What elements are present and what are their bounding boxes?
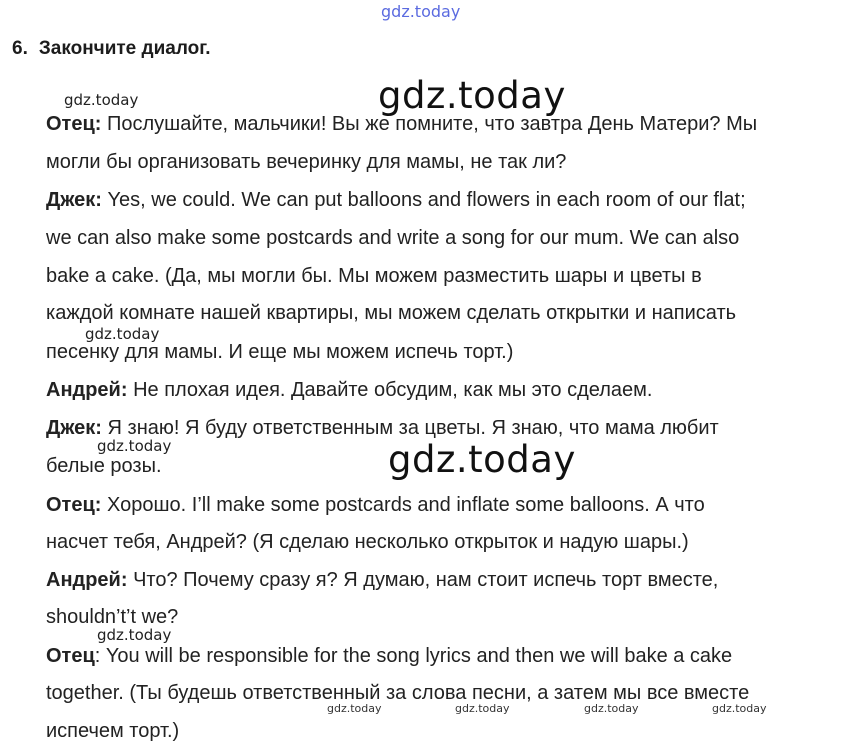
- line-text: together. (Ты будешь ответственный за слова песни, а затем мы все вместе: [46, 682, 750, 704]
- dialog-line: [46, 455, 162, 478]
- dialog-line: [46, 645, 732, 668]
- line-text: bake a cake. (Да, мы могли бы. Мы можем разместить шары и цветы в: [46, 265, 702, 287]
- watermark-small-1: gdz.today: [64, 91, 139, 109]
- dialog-line: [46, 531, 689, 554]
- dialog-line: [46, 494, 705, 517]
- dialog-line: [46, 379, 652, 402]
- speaker-name: Джек:: [46, 417, 102, 439]
- line-text: каждой комнате нашей квартиры, мы можем сделать открытки и написать: [46, 302, 737, 324]
- watermark-small-3: gdz.today: [97, 437, 172, 455]
- exercise-number: 6.: [12, 38, 28, 59]
- line-text: Что? Почему сразу я? Я думаю, нам стоит испечь торт вместе,: [127, 569, 719, 591]
- speaker-name: Андрей:: [46, 569, 128, 591]
- dialog-line: [46, 720, 179, 743]
- dialog-line: [46, 113, 757, 136]
- line-text: могли бы организовать вечеринку для мамы, не так ли?: [46, 151, 567, 173]
- watermark-top: gdz.today: [381, 2, 461, 21]
- line-text: песенку для мамы. И еще мы можем испечь торт.): [46, 341, 514, 363]
- speaker-name: Андрей:: [46, 379, 128, 401]
- line-text: Не плохая идея. Давайте обсудим, как мы это сделаем.: [127, 379, 653, 401]
- watermark-large-2: gdz.today: [388, 438, 576, 481]
- watermark-tiny-1: gdz.today: [327, 702, 382, 715]
- dialog-line: [46, 265, 702, 288]
- exercise-title: Закончите диалог.: [38, 38, 211, 59]
- dialog-line: [46, 341, 513, 364]
- dialog-line: [46, 417, 719, 440]
- exercise-heading: [12, 38, 211, 60]
- dialog-line: [46, 606, 178, 629]
- watermark-tiny-2: gdz.today: [455, 702, 510, 715]
- dialog-line: [46, 151, 566, 174]
- line-text: Послушайте, мальчики! Вы же помните, что завтра День Матери? Мы: [101, 113, 758, 135]
- dialog-line: [46, 227, 739, 250]
- dialog-line: [46, 682, 749, 705]
- line-text: : You will be responsible for the song lyrics and then we will bake a cake: [94, 645, 733, 667]
- dialog-line: [46, 302, 736, 325]
- watermark-large-1: gdz.today: [378, 74, 566, 117]
- line-text: насчет тебя, Андрей? (Я сделаю несколько открыток и надую шары.): [46, 531, 689, 553]
- dialog-line: [46, 569, 718, 592]
- line-text: белые розы.: [46, 455, 162, 477]
- watermark-tiny-4: gdz.today: [712, 702, 767, 715]
- line-text: we can also make some postcards and write a song for our mum. We can also: [46, 227, 740, 249]
- watermark-small-2: gdz.today: [85, 325, 160, 343]
- speaker-name: Отец: [46, 645, 95, 667]
- line-text: Yes, we could. We can put balloons and flowers in each room of our flat;: [101, 189, 746, 211]
- speaker-name: Отец:: [46, 113, 102, 135]
- dialog-line: [46, 189, 746, 212]
- watermark-tiny-3: gdz.today: [584, 702, 639, 715]
- line-text: Я знаю! Я буду ответственным за цветы. Я знаю, что мама любит: [101, 417, 719, 439]
- watermark-small-4: gdz.today: [97, 626, 172, 644]
- line-text: Хорошо. I’ll make some postcards and inflate some balloons. А что: [101, 494, 705, 516]
- speaker-name: Отец:: [46, 494, 102, 516]
- line-text: shouldn’t’t we?: [46, 606, 179, 628]
- line-text: испечем торт.): [46, 720, 180, 742]
- speaker-name: Джек:: [46, 189, 102, 211]
